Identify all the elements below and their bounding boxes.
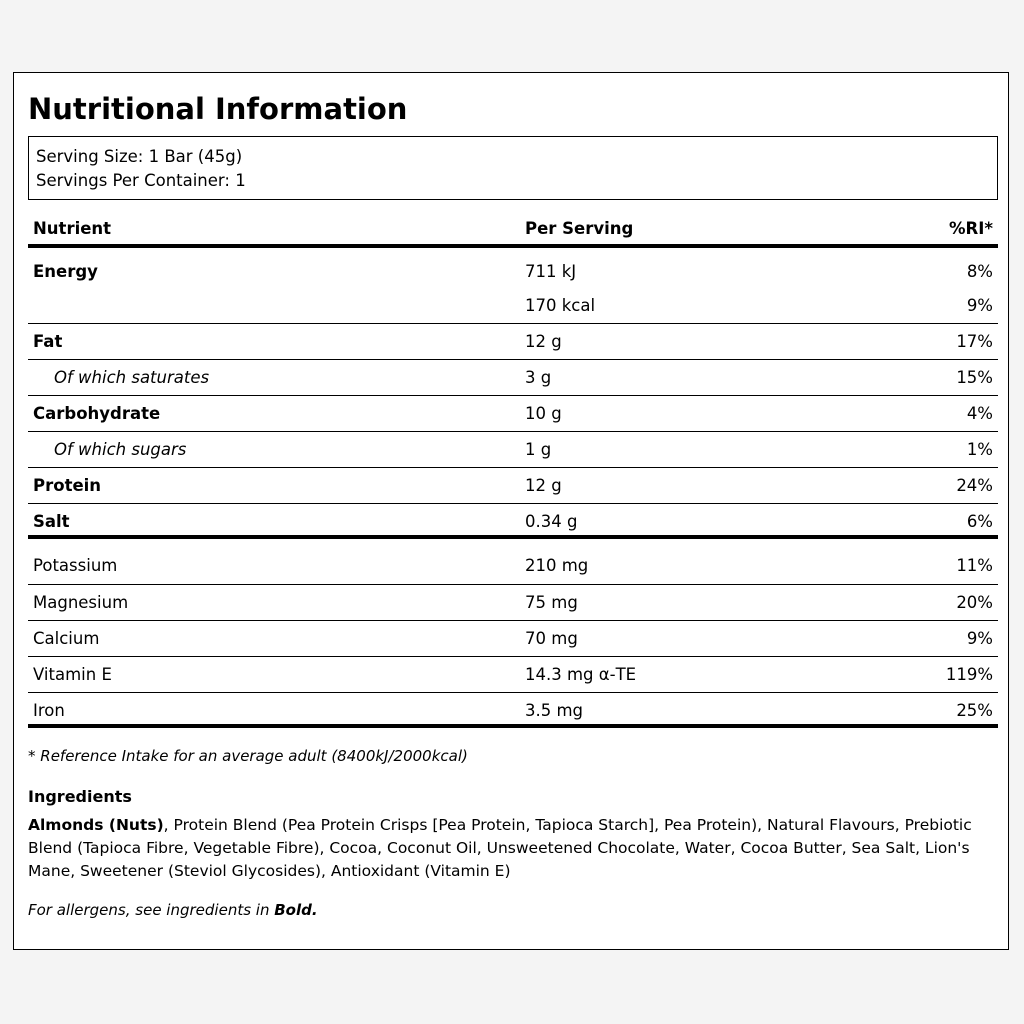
row-value: 3.5 mg (525, 701, 584, 720)
row-value: 75 mg (525, 593, 578, 612)
table-row (28, 324, 998, 360)
energy-kcal-ri: 9% (966, 296, 993, 315)
header-per-serving: Per Serving (525, 219, 634, 238)
header-nutrient: Nutrient (33, 219, 112, 238)
row-label: Magnesium (33, 593, 129, 612)
row-value: 0.34 g (525, 512, 578, 531)
allergen-note-bold: Bold. (274, 901, 318, 919)
row-ri: 11% (956, 556, 993, 575)
energy-label: Energy (33, 262, 98, 281)
table-row (28, 360, 998, 396)
row-ri: 24% (956, 476, 993, 495)
energy-kj: 711 kJ (525, 262, 577, 281)
table-row (28, 585, 998, 621)
row-label: Of which sugars (54, 440, 187, 459)
row-value: 10 g (525, 404, 562, 423)
row-value: 3 g (525, 368, 552, 387)
row-ri: 17% (956, 332, 993, 351)
row-value: 14.3 mg α-TE (525, 665, 637, 684)
servings-per-container: Servings Per Container: 1 (36, 171, 246, 190)
row-label: Fat (33, 332, 63, 351)
row-label: Iron (33, 701, 65, 720)
row-value: 70 mg (525, 629, 578, 648)
row-value: 210 mg (525, 556, 589, 575)
table-row (28, 543, 998, 585)
header-ri: %RI* (948, 219, 993, 238)
row-ri: 6% (966, 512, 993, 531)
row-ri: 4% (966, 404, 993, 423)
nutrition-panel (13, 72, 1009, 950)
table-row (28, 396, 998, 432)
energy-kcal: 170 kcal (525, 296, 596, 315)
row-label: Vitamin E (33, 665, 112, 684)
row-ri: 119% (945, 665, 993, 684)
allergen-note (28, 901, 318, 919)
allergen-note-prefix: For allergens, see ingredients in (28, 901, 275, 919)
row-label: Of which saturates (54, 368, 210, 387)
serving-size: Serving Size: 1 Bar (45g) (36, 147, 243, 166)
row-label: Carbohydrate (33, 404, 161, 423)
row-value: 12 g (525, 332, 562, 351)
ingredients-heading: Ingredients (28, 787, 132, 806)
row-ri: 15% (956, 368, 993, 387)
table-row (28, 468, 998, 504)
row-label: Potassium (33, 556, 118, 575)
row-ri: 9% (966, 629, 993, 648)
table-header (28, 216, 998, 248)
energy-kj-ri: 8% (966, 262, 993, 281)
row-label: Protein (33, 476, 102, 495)
table-row-energy (28, 252, 998, 324)
row-ri: 20% (956, 593, 993, 612)
table-row (28, 432, 998, 468)
ingredients-text (28, 814, 996, 883)
serving-box (28, 136, 998, 200)
table-row (28, 621, 998, 657)
table-row (28, 504, 998, 539)
ri-footnote: * Reference Intake for an average adult (8400kJ/2000kcal) (28, 747, 468, 765)
row-ri: 1% (966, 440, 993, 459)
row-value: 12 g (525, 476, 562, 495)
row-label: Salt (33, 512, 70, 531)
page-title: Nutritional Information (28, 92, 408, 126)
ingredients-rest: , Protein Blend (Pea Protein Crisps [Pea Protein, Tapioca Starch], Pea Protein), Natural Flavours, Prebiotic Blend (Tapioca Fibre, Vegetable Fibre), Cocoa, Coconut Oil, Unsweetened Chocolate, Water, Cocoa Butter, Sea Salt, Lion's Mane, Sweetener (Steviol Glycosides), Antioxidant (Vitamin E) (28, 816, 972, 880)
table-row (28, 657, 998, 693)
row-ri: 25% (956, 701, 993, 720)
allergen-ingredient: Almonds (Nuts) (28, 816, 164, 834)
table-row (28, 693, 998, 728)
row-value: 1 g (525, 440, 552, 459)
row-label: Calcium (33, 629, 100, 648)
